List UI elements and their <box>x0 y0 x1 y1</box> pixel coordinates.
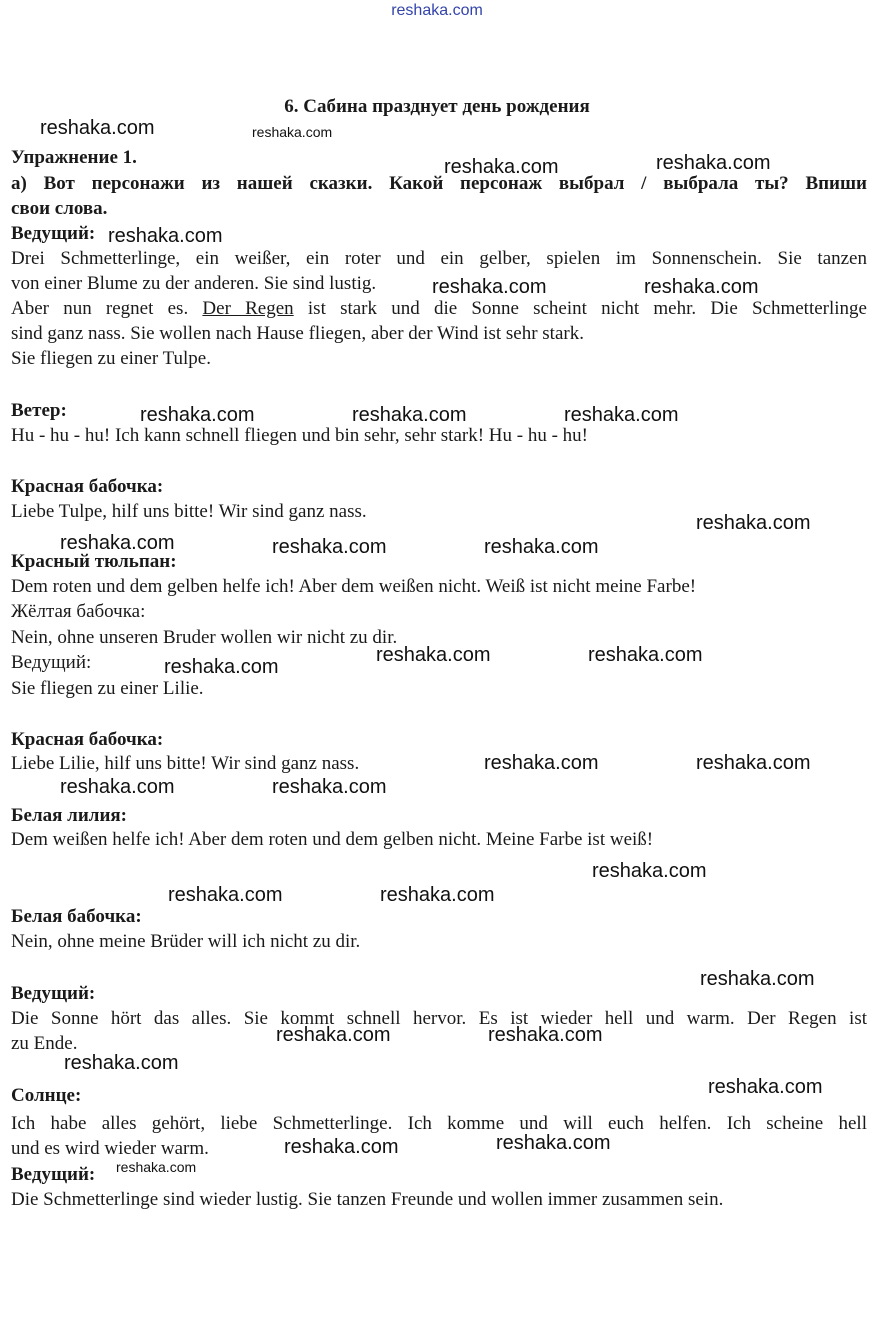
text-segment: Aber nun regnet es. <box>11 298 203 319</box>
exercise-heading: Упражнение 1. <box>11 147 137 168</box>
text-line: Liebe Tulpe, hilf uns bitte! Wir sind ganz nass. <box>11 501 367 522</box>
watermark: reshaka.com <box>168 884 283 906</box>
text-line: Sie fliegen zu einer Lilie. <box>11 678 204 699</box>
watermark: reshaka.com <box>496 1132 611 1154</box>
watermark: reshaka.com <box>272 776 387 798</box>
watermark: reshaka.com <box>708 1076 823 1098</box>
site-header-link[interactable]: reshaka.com <box>391 2 483 19</box>
text-line: und es wird wieder warm. <box>11 1138 209 1159</box>
watermark: reshaka.com <box>108 225 223 247</box>
speaker-host: Ведущий: <box>11 983 96 1004</box>
speaker-host: Ведущий: <box>11 652 92 673</box>
watermark: reshaka.com <box>272 536 387 558</box>
speaker-red-butterfly: Красная бабочка: <box>11 476 164 497</box>
text-line: von einer Blume zu der anderen. Sie sind lustig. <box>11 273 377 294</box>
text-line: Nein, ohne meine Brüder will ich nicht zu dir. <box>11 931 361 952</box>
watermark: reshaka.com <box>376 644 491 666</box>
text-line: sind ganz nass. Sie wollen nach Hause fliegen, aber der Wind ist sehr stark. <box>11 323 584 344</box>
watermark: reshaka.com <box>588 644 703 666</box>
watermark: reshaka.com <box>444 156 559 178</box>
speaker-host: Ведущий: <box>11 1164 96 1185</box>
watermark: reshaka.com <box>696 512 811 534</box>
watermark: reshaka.com <box>352 404 467 426</box>
text-line: Nein, ohne unseren Bruder wollen wir nicht zu dir. <box>11 627 398 648</box>
watermark: reshaka.com <box>40 117 155 139</box>
speaker-sun: Солнце: <box>11 1085 82 1106</box>
watermark: reshaka.com <box>380 884 495 906</box>
text-line-with-underline <box>11 297 867 321</box>
watermark: reshaka.com <box>164 656 279 678</box>
text-line: Dem weißen helfe ich! Aber dem roten und dem gelben nicht. Meine Farbe ist weiß! <box>11 829 654 850</box>
speaker-red-butterfly: Красная бабочка: <box>11 729 164 750</box>
watermark: reshaka.com <box>700 968 815 990</box>
page-title: 6. Сабина празднует день рождения <box>284 96 590 117</box>
watermark: reshaka.com <box>60 532 175 554</box>
task-a-line-1: а) Вот персонажи из нашей сказки. Какой персонаж выбрал / выбрала ты? Впиши <box>11 173 867 194</box>
speaker-yellow-butterfly: Жёлтая бабочка: <box>11 601 146 622</box>
watermark: reshaka.com <box>252 124 333 140</box>
watermark: reshaka.com <box>64 1052 179 1074</box>
text-line: Liebe Lilie, hilf uns bitte! Wir sind ganz nass. <box>11 753 360 774</box>
underlined-phrase: Der Regen <box>202 298 294 319</box>
watermark: reshaka.com <box>140 404 255 426</box>
text-line: Ich habe alles gehört, liebe Schmetterlinge. Ich komme und will euch helfen. Ich scheine hell <box>11 1113 867 1134</box>
watermark: reshaka.com <box>60 776 175 798</box>
watermark: reshaka.com <box>656 152 771 174</box>
watermark: reshaka.com <box>644 276 759 298</box>
text-line: zu Ende. <box>11 1033 78 1054</box>
text-line: Hu - hu - hu! Ich kann schnell fliegen und bin sehr, sehr stark! Hu - hu - hu! <box>11 425 589 446</box>
text-line: Die Schmetterlinge sind wieder lustig. Sie tanzen Freunde und wollen immer zusammen sein. <box>11 1189 724 1210</box>
speaker-host: Ведущий: <box>11 223 96 244</box>
watermark: reshaka.com <box>696 752 811 774</box>
text-line: Die Sonne hört das alles. Sie kommt schnell hervor. Es ist wieder hell und warm. Der Regen ist <box>11 1008 867 1029</box>
speaker-wind: Ветер: <box>11 400 67 421</box>
speaker-white-lily: Белая лилия: <box>11 805 128 826</box>
watermark: reshaka.com <box>564 404 679 426</box>
text-line: Drei Schmetterlinge, ein weißer, ein roter und ein gelber, spielen im Sonnenschein. Sie tanzen <box>11 248 867 269</box>
speaker-red-tulip: Красный тюльпан: <box>11 551 177 572</box>
watermark: reshaka.com <box>484 752 599 774</box>
text-line: Dem roten und dem gelben helfe ich! Aber dem weißen nicht. Weiß ist nicht meine Farbe! <box>11 576 697 597</box>
watermark: reshaka.com <box>432 276 547 298</box>
watermark: reshaka.com <box>116 1159 197 1175</box>
task-a-line-2: свои слова. <box>11 198 108 219</box>
watermark: reshaka.com <box>284 1136 399 1158</box>
watermark: reshaka.com <box>592 860 707 882</box>
watermark: reshaka.com <box>276 1024 391 1046</box>
watermark: reshaka.com <box>484 536 599 558</box>
speaker-white-butterfly: Белая бабочка: <box>11 906 142 927</box>
text-segment: ist stark und die Sonne scheint nicht mehr. Die Schmetterlinge <box>293 298 867 319</box>
watermark: reshaka.com <box>488 1024 603 1046</box>
text-line: Sie fliegen zu einer Tulpe. <box>11 348 211 369</box>
